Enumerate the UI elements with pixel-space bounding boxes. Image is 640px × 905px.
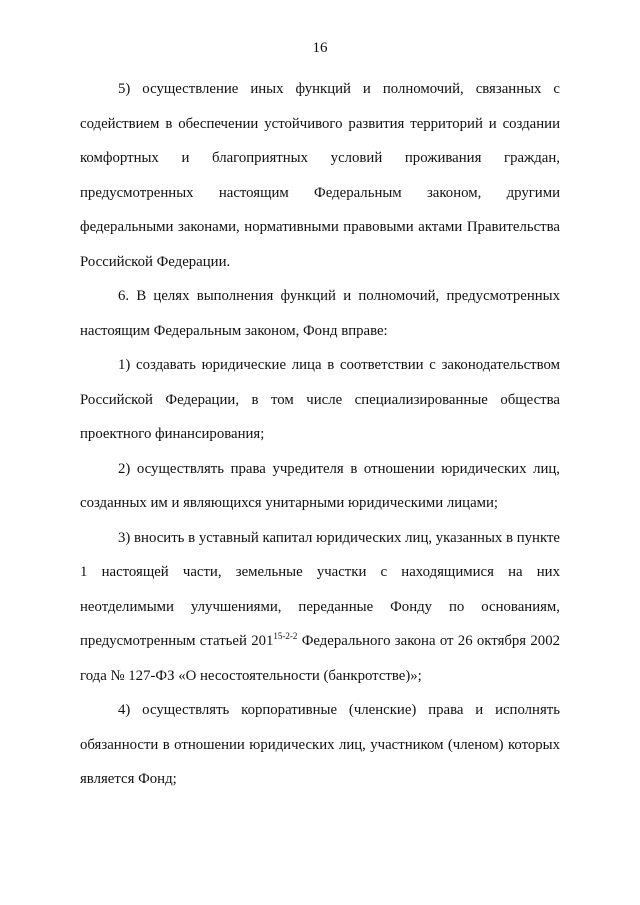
document-body bbox=[80, 72, 560, 797]
paragraph-item-3-text-after: Федерального закона от 26 октября 2002 года № 127-ФЗ «О несостоятельности (банкротстве)»; bbox=[80, 633, 560, 684]
paragraph-item-2: 2) осуществлять права учредителя в отношении юридических лиц, созданных им и являющихся унитарными юридическими лицами; bbox=[80, 460, 560, 511]
paragraph-item-1: 1) создавать юридические лица в соответствии с законодательством Российской Федерации, в том числе специализированные общества проектного финансирования; bbox=[80, 357, 560, 442]
article-superscript: 15-2-2 bbox=[273, 631, 298, 641]
page-number: 16 bbox=[312, 40, 328, 56]
paragraph-item-3 bbox=[80, 521, 560, 694]
paragraph-item-4: 4) осуществлять корпоративные (членские) права и исполнять обязанности в отношении юридических лиц, участником (членом) которых является Фонд; bbox=[80, 702, 560, 787]
paragraph-part-6: 6. В целях выполнения функций и полномочий, предусмотренных настоящим Федеральным законом, Фонд вправе: bbox=[80, 288, 560, 339]
paragraph-item-3-text-before: 3) вносить в уставный капитал юридических лиц, указанных в пункте 1 настоящей части, земельные участки с находящимися на них неотделимыми улучшениями, переданные Фонду по основаниям, предусмотренным статьей 201 bbox=[80, 529, 560, 649]
paragraph-item-5: 5) осуществление иных функций и полномочий, связанных с содействием в обеспечении устойчивого развития территорий и создании комфортных и благоприятных условий проживания граждан, предусмотренных настоящим Федеральным законом, другими федеральными законами, нормативными правовыми актами Правительства Российской Федерации. bbox=[80, 81, 560, 270]
